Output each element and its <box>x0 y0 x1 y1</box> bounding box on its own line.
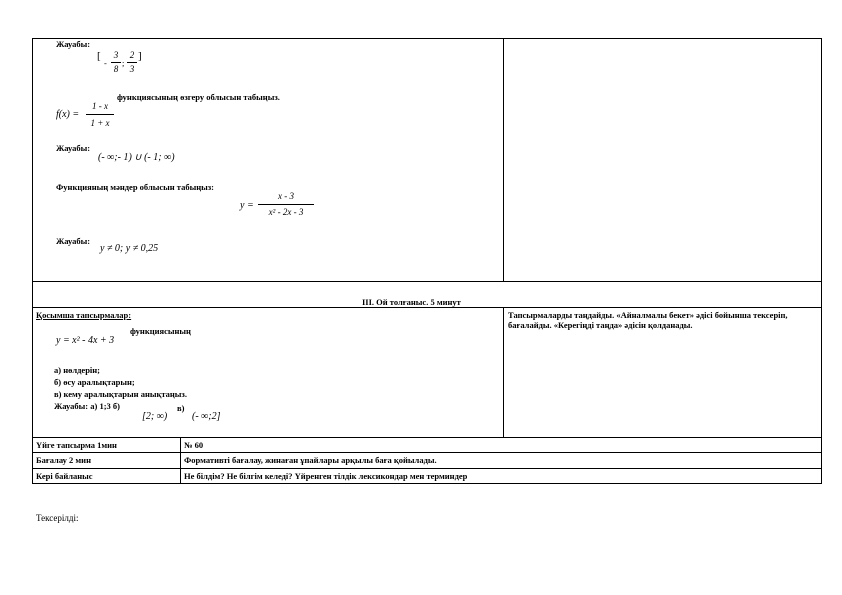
answer-label: Жауабы: а) 1;3 б) <box>54 401 120 411</box>
function-denominator: 1 + x <box>90 118 110 128</box>
teacher-note: Тапсырмаларды таңдайды. «Айналмалы бекет» әдісі бойынша тексеріп, бағалайды. «Керегіңді таңда» әдісін қолданады. <box>508 310 788 330</box>
answer-label: Жауабы: <box>56 143 91 153</box>
function-lhs: y = <box>240 200 254 211</box>
math-minus: - <box>104 58 107 68</box>
row-value: № 60 <box>184 440 204 450</box>
table-divider <box>32 307 822 308</box>
function-denominator: x² - 2x - 3 <box>268 207 304 217</box>
tasks-heading: Қосымша тапсырмалар: <box>36 310 132 320</box>
function-numerator: 1 - x <box>92 101 108 111</box>
answer-math: y ≠ 0; y ≠ 0,25 <box>100 243 159 254</box>
math-separator: ; <box>122 58 125 68</box>
answer-label: Жауабы: <box>56 39 91 49</box>
answer-math: (- ∞;- 1) ∪ (- 1; ∞) <box>98 152 175 163</box>
fraction-bar <box>111 62 121 63</box>
table-divider <box>180 437 181 484</box>
table-divider <box>32 452 822 453</box>
math-bracket: [ <box>97 50 101 62</box>
row-value: Не білдім? Не білгім келеді? Үйренген тілдік лексикондар мен терминдер <box>184 471 468 481</box>
answer-math: [2; ∞) <box>142 411 168 422</box>
answer-label: в) <box>177 403 185 413</box>
task-item: в) кему аралықтарын анықтаңыз. <box>54 389 187 399</box>
row-label: Кері байланыс <box>36 471 93 481</box>
task-text: функциясының өзгеру облысын табыңыз. <box>117 92 280 102</box>
table-divider <box>503 38 504 282</box>
math-numerator: 3 <box>113 50 119 60</box>
section-title: III. Ой толғаныс. 5 минут <box>362 297 461 307</box>
math-numerator: 2 <box>129 50 135 60</box>
function-formula: y = x² - 4x + 3 <box>56 335 115 346</box>
function-label: функциясының <box>130 326 191 336</box>
fraction-bar <box>127 62 137 63</box>
math-bracket: ] <box>138 50 142 62</box>
row-value: Формативті бағалау, жинаған ұпайлары арқылы баға қойылады. <box>184 455 437 465</box>
math-denominator: 3 <box>129 64 135 74</box>
function-numerator: x - 3 <box>278 191 294 201</box>
row-label: Үйге тапсырма 1мин <box>36 440 117 450</box>
row-label: Бағалау 2 мин <box>36 455 91 465</box>
table-divider <box>32 281 822 282</box>
answer-label: Жауабы: <box>56 236 91 246</box>
function-lhs: f(x) = <box>56 109 80 120</box>
math-denominator: 8 <box>113 64 119 74</box>
table-divider <box>32 437 822 438</box>
answer-math: (- ∞;2] <box>192 411 221 422</box>
footer-checked: Тексерілді: <box>36 513 79 523</box>
table-divider <box>32 468 822 469</box>
fraction-bar <box>258 204 314 205</box>
fraction-bar <box>86 114 114 115</box>
task-text: Функцияның мәндер облысын табыңыз: <box>56 182 215 192</box>
task-item: б) өсу аралықтарын; <box>54 377 135 387</box>
task-item: а) нөлдерін; <box>54 365 101 375</box>
table-divider <box>503 307 504 437</box>
